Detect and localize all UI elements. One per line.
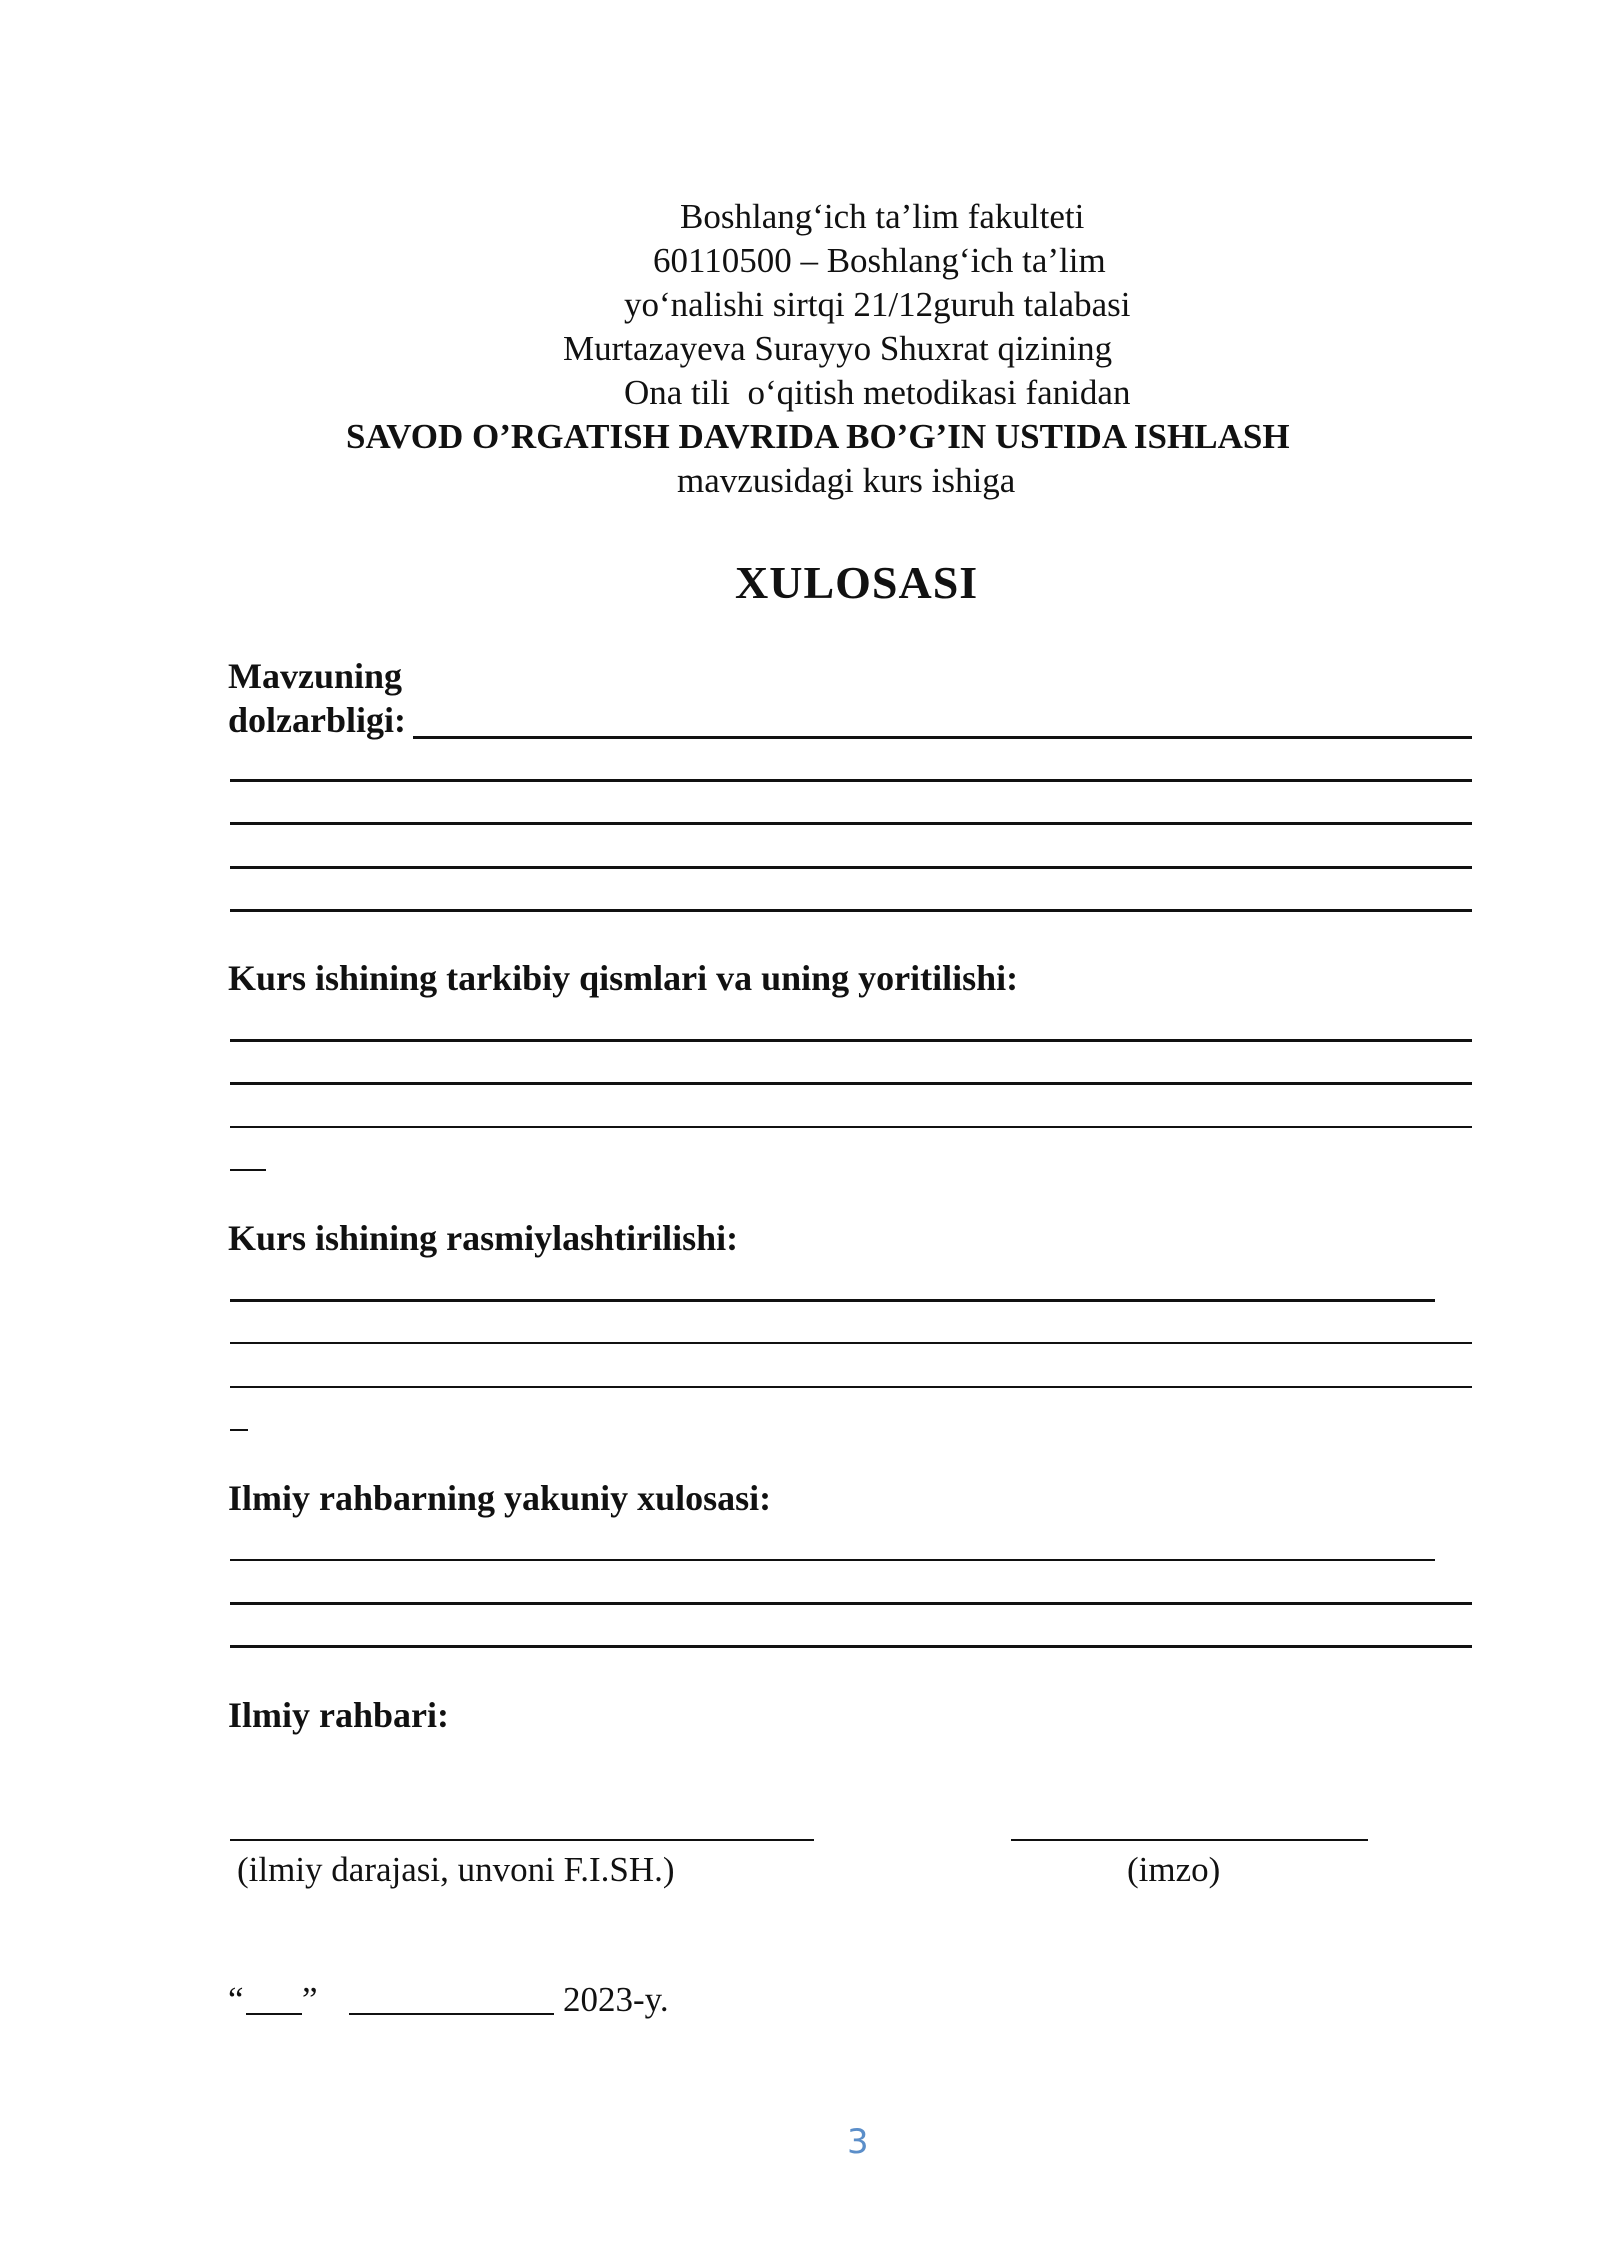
document-title: XULOSASI bbox=[735, 557, 979, 608]
signature-caption: (imzo) bbox=[1127, 1850, 1221, 1889]
formatting-line-3 bbox=[230, 1386, 1472, 1388]
formatting-label: Kurs ishining rasmiylashtirilishi: bbox=[228, 1218, 739, 1258]
topic-title: SAVOD O’RGATISH DAVRIDA BO’G’IN USTIDA ISHLASH bbox=[346, 417, 1290, 456]
supervisor-name-line bbox=[230, 1839, 814, 1841]
conclusion-line-3 bbox=[230, 1645, 1472, 1648]
signature-line bbox=[1011, 1839, 1368, 1841]
relevance-line-1 bbox=[413, 736, 1472, 739]
structure-line-2 bbox=[230, 1082, 1472, 1085]
date-year: 2023-y. bbox=[563, 1980, 669, 2019]
formatting-line-1 bbox=[230, 1299, 1435, 1302]
structure-line-3 bbox=[230, 1126, 1472, 1128]
relevance-label-line2: dolzarbligi: bbox=[228, 700, 406, 740]
formatting-line-stub bbox=[230, 1429, 248, 1431]
student-name-line: Murtazayeva Surayyo Shuxrat qizining bbox=[563, 329, 1113, 368]
course-work-line: mavzusidagi kurs ishiga bbox=[677, 461, 1016, 500]
relevance-line-3 bbox=[230, 822, 1472, 825]
conclusion-line-2 bbox=[230, 1602, 1472, 1605]
structure-line-stub bbox=[230, 1169, 266, 1171]
faculty-line: Boshlang‘ich ta’lim fakulteti bbox=[680, 197, 1085, 236]
relevance-line-5 bbox=[230, 909, 1472, 912]
formatting-line-2 bbox=[230, 1342, 1472, 1344]
date-month-line bbox=[349, 2013, 554, 2015]
relevance-line-2 bbox=[230, 779, 1472, 782]
structure-label: Kurs ishining tarkibiy qismlari va uning yoritilishi: bbox=[228, 958, 1019, 998]
date-open-quote: “ bbox=[228, 1980, 244, 2019]
supervisor-label: Ilmiy rahbari: bbox=[228, 1695, 449, 1735]
conclusion-label: Ilmiy rahbarning yakuniy xulosasi: bbox=[228, 1478, 772, 1518]
date-day-line bbox=[246, 2013, 302, 2015]
relevance-line-4 bbox=[230, 866, 1472, 869]
structure-line-1 bbox=[230, 1039, 1472, 1042]
relevance-label-line1: Mavzuning bbox=[228, 656, 403, 696]
group-line: yo‘nalishi sirtqi 21/12guruh talabasi bbox=[624, 285, 1131, 324]
conclusion-line-1 bbox=[230, 1559, 1435, 1561]
subject-line: Ona tili o‘qitish metodikasi fanidan bbox=[624, 373, 1131, 412]
name-caption: (ilmiy darajasi, unvoni F.I.SH.) bbox=[237, 1850, 675, 1889]
page-number: 3 bbox=[847, 2122, 869, 2162]
date-close-quote: ” bbox=[302, 1980, 318, 2019]
specialty-line: 60110500 – Boshlang‘ich ta’lim bbox=[653, 241, 1106, 280]
